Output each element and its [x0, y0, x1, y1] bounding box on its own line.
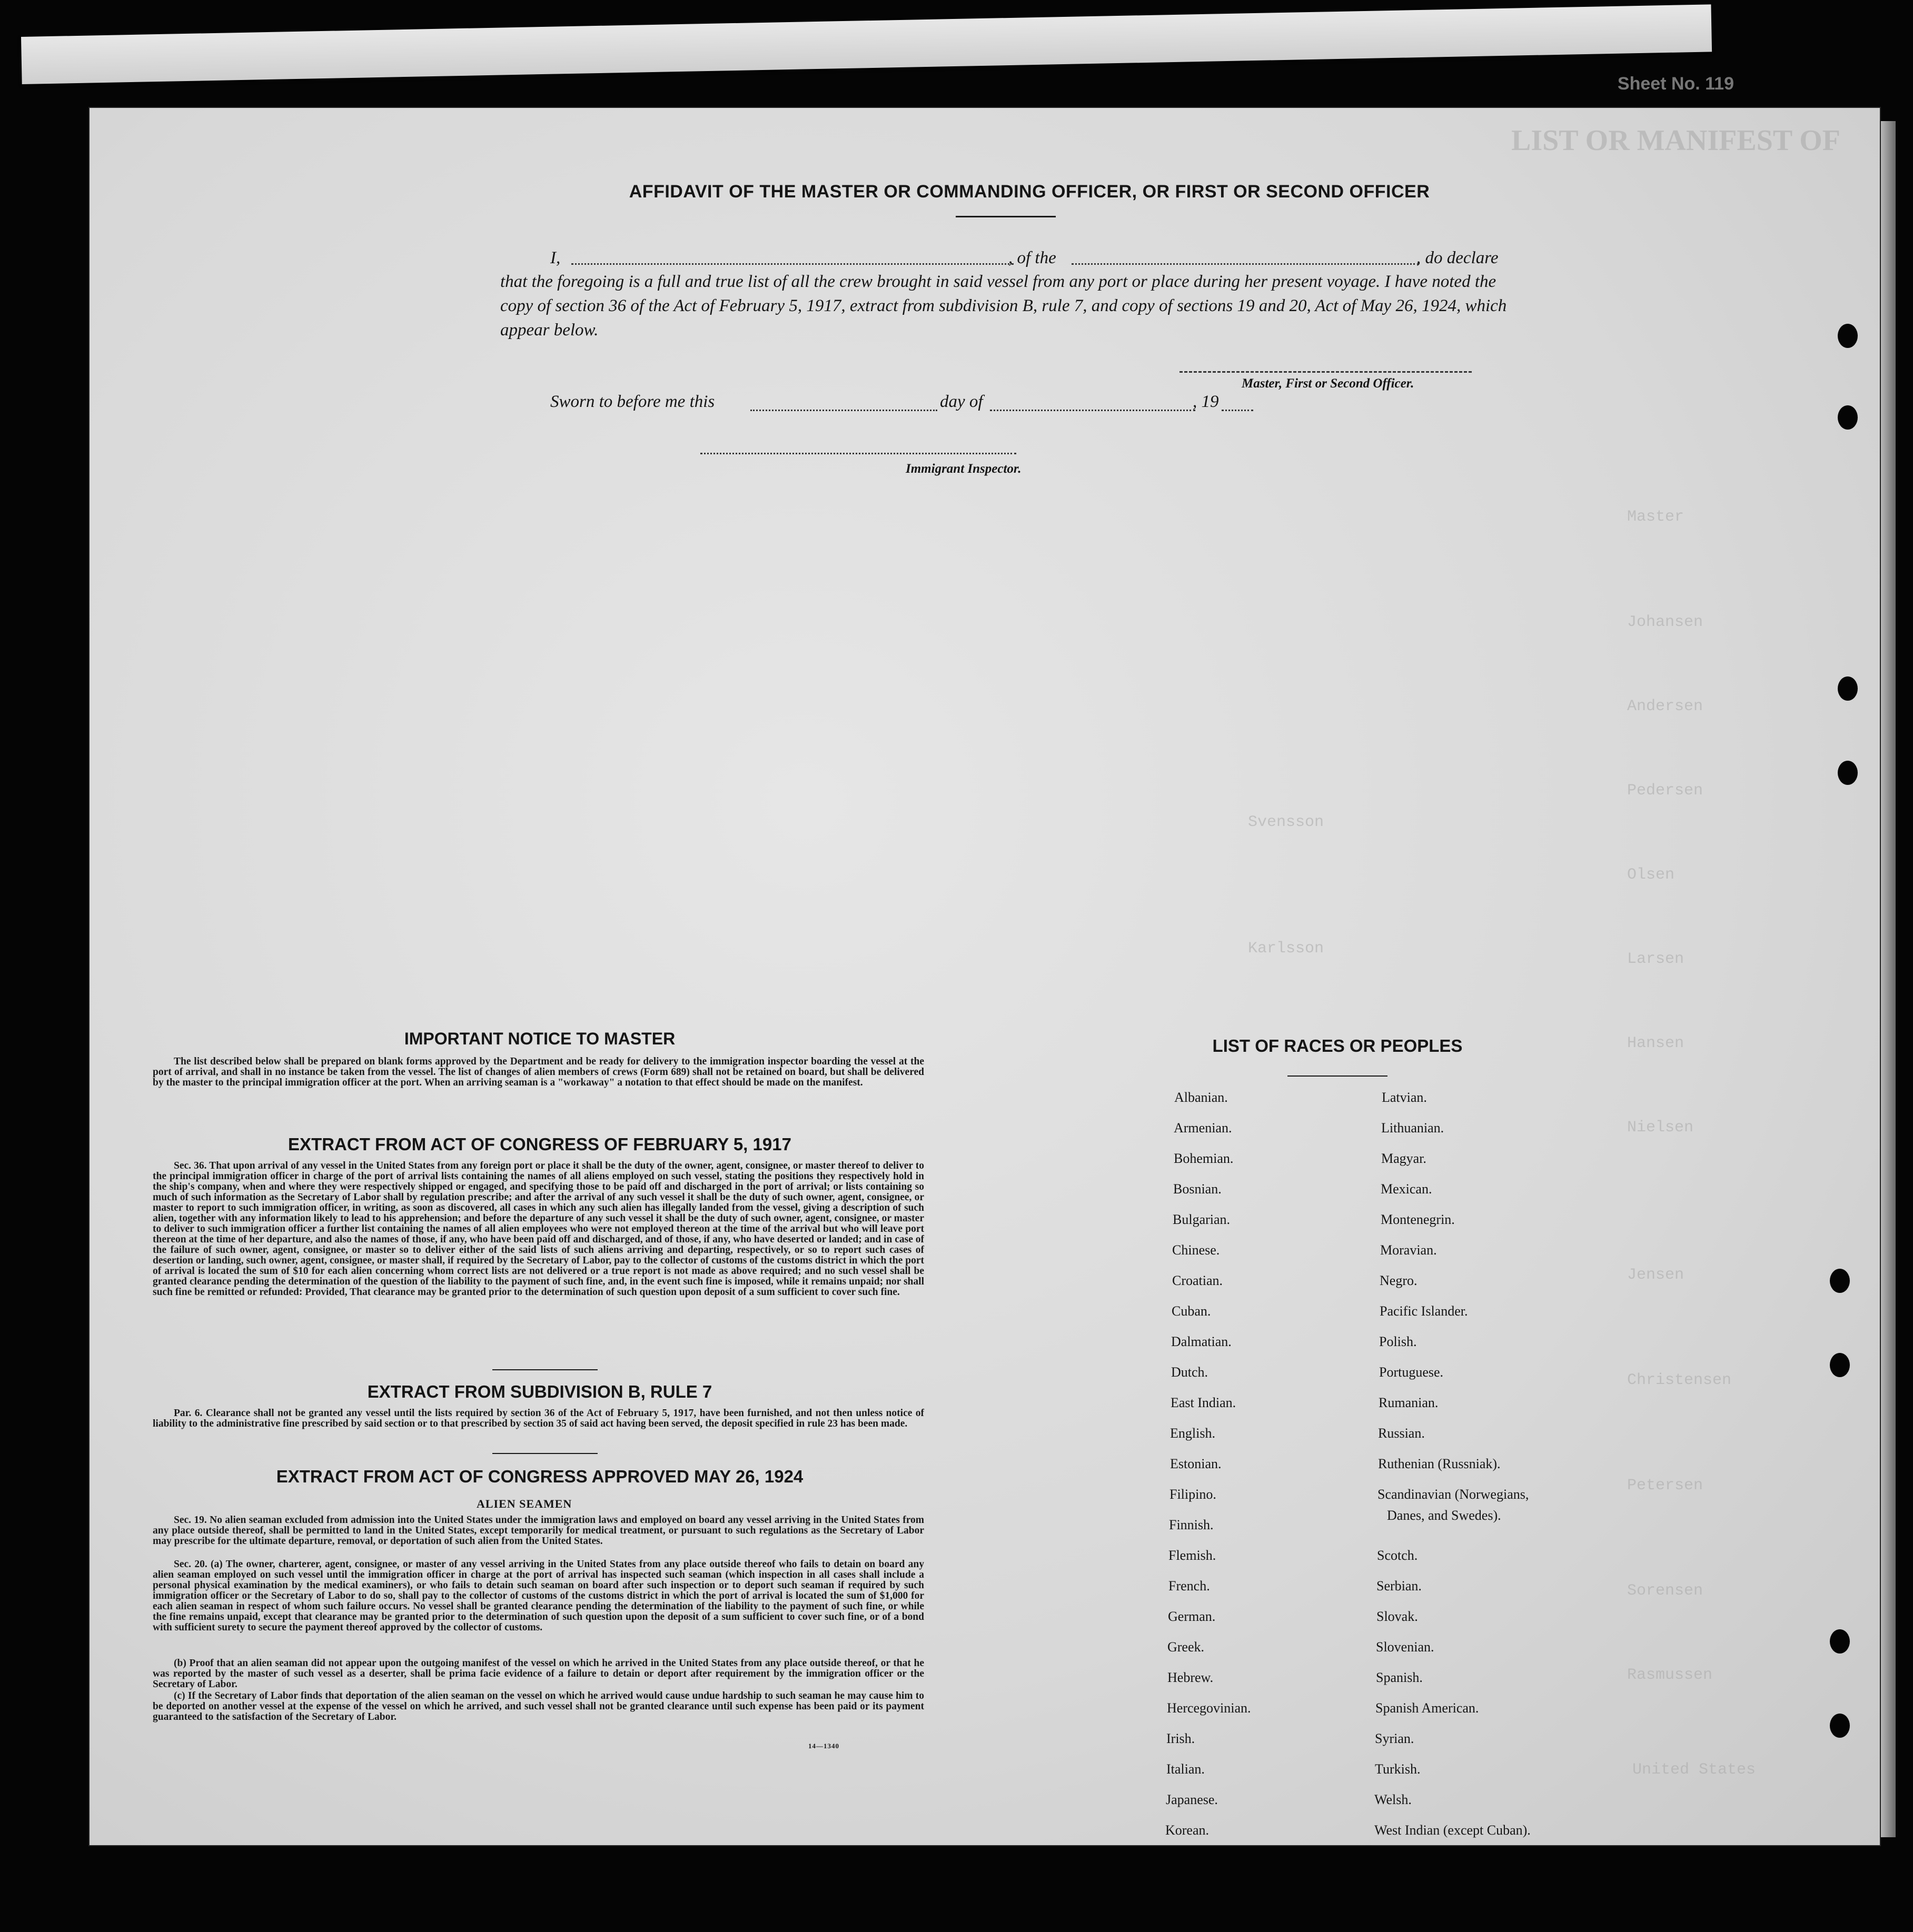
photographed-page-edge-strip: [21, 4, 1712, 84]
show-through-word: Nielsen: [1627, 1119, 1694, 1137]
affidavit-title: AFFIDAVIT OF THE MASTER OR COMMANDING OFFICER, OR FIRST OR SECOND OFFICER: [629, 182, 1430, 202]
show-through-word: Johansen: [1627, 613, 1703, 631]
race-item: Syrian.: [1375, 1731, 1414, 1746]
inspector-label: Immigrant Inspector.: [906, 462, 1022, 476]
race-item: Montenegrin.: [1381, 1212, 1455, 1227]
race-item: Greek.: [1167, 1639, 1205, 1655]
race-item: Filipino.: [1169, 1487, 1216, 1502]
race-item: Negro.: [1380, 1273, 1418, 1288]
race-item: Albanian.: [1174, 1090, 1228, 1105]
vessel-name-blank[interactable]: [1072, 263, 1419, 265]
affidavit-declare: , do declare: [1416, 248, 1499, 267]
show-through-word: Hansen: [1627, 1034, 1684, 1052]
race-item: Scandinavian (Norwegians,: [1377, 1487, 1529, 1502]
race-item: Spanish American.: [1375, 1700, 1479, 1716]
show-through-word: Sorensen: [1627, 1582, 1703, 1600]
form-number: 14—1340: [808, 1742, 839, 1750]
sworn-day-of: day of: [940, 392, 983, 411]
punch-hole: [1830, 1353, 1850, 1377]
notice-title: IMPORTANT NOTICE TO MASTER: [404, 1029, 676, 1048]
notice-text: The list described below shall be prepared on blank forms approved by the Department and be ready for delivery to the immigration inspector boarding the vessel at the port of arrival, and shall in no instance be taken from the vessel. The list of changes of alien members of crews (Form 689) shall not be retained on board, but shall be delivered by the master to the principal immigration officer at the port. When an arriving seaman is a "workaway" a notation to that effect should be made on the manifest.: [153, 1056, 924, 1088]
races-title-rule: [1287, 1075, 1387, 1077]
sworn-prefix: Sworn to before me this: [550, 392, 715, 411]
extract-1924-sec20b: (b) Proof that an alien seaman did not appear upon the outgoing manifest of the vessel on which he arrived in the United States from any place outside thereof, or that he was reported by the master of such vessel as a deserter, shall be prima facie evidence of a failure to detain or deport after requirement by the immigration officer or the Secretary of Labor.: [153, 1658, 924, 1690]
show-through-word: Larsen: [1627, 950, 1684, 968]
race-item: Ruthenian (Russniak).: [1378, 1456, 1501, 1471]
alien-seamen-subtitle: ALIEN SEAMEN: [477, 1497, 572, 1510]
extract-1924-sec20a: Sec. 20. (a) The owner, charterer, agent, consignee, or master of any vessel arriving in the United States from any place outside thereof who fails to detain on board any alien seaman employed on such vessel until the immigration officer in charge at the port of arrival has inspected such seaman (which inspection in all cases shall include a personal physical examination by the medical examiners), or who fails to detain such seaman on board after such inspection or to deport such seaman if required by such immigration officer or the Secretary of Labor to do so, shall pay to the collector of customs of the customs district in which the port of arrival is located the sum of $1,000 for each alien seaman in respect of whom such failure occurs. No vessel shall be granted clearance pending the determination of the liability to the payment of such fine, or while the fine remains unpaid, except that clearance may be granted prior to the determination of such question upon the deposit of a sum sufficient to cover such fine, or of a bond with sufficient surety to secure the payment thereof approved by the collector of customs.: [153, 1559, 924, 1633]
races-title: LIST OF RACES OR PEOPLES: [1212, 1036, 1463, 1055]
extract-rule7-title: EXTRACT FROM SUBDIVISION B, RULE 7: [367, 1382, 712, 1401]
race-item: French.: [1168, 1578, 1210, 1594]
race-item: Rumanian.: [1379, 1395, 1439, 1410]
race-item: Korean.: [1165, 1823, 1210, 1838]
race-item: Scotch.: [1377, 1548, 1418, 1563]
show-through-word: Jensen: [1627, 1266, 1684, 1284]
punch-hole: [1838, 676, 1858, 701]
sheet-number: Sheet No. 119: [1617, 74, 1734, 94]
race-item: Hebrew.: [1167, 1670, 1214, 1685]
race-item: Croatian.: [1172, 1273, 1223, 1288]
race-item: Dutch.: [1171, 1365, 1208, 1380]
race-item: German.: [1168, 1609, 1216, 1624]
master-signature-line[interactable]: [1179, 371, 1472, 373]
race-item: Turkish.: [1375, 1761, 1421, 1777]
master-name-blank[interactable]: [571, 263, 1014, 265]
affidavit-of-the: , of the: [1008, 248, 1056, 267]
race-item: Magyar.: [1381, 1151, 1426, 1166]
show-through-word: Svensson: [1248, 813, 1324, 831]
punch-hole: [1838, 324, 1858, 348]
punch-hole: [1830, 1629, 1850, 1654]
race-item: Polish.: [1379, 1334, 1417, 1349]
show-through-heading: LIST OR MANIFEST OF: [1511, 124, 1840, 157]
race-item: Latvian.: [1382, 1090, 1427, 1105]
show-through-word: Karlsson: [1248, 940, 1324, 958]
show-through-word: Master: [1627, 508, 1684, 526]
race-item: Bulgarian.: [1173, 1212, 1231, 1227]
race-item: Slovak.: [1376, 1609, 1418, 1624]
extract-rule7-text: Par. 6. Clearance shall not be granted any vessel until the lists required by section 36 of the Act of February 5, 1917, have been furnished, and not then unless notice of liability to the administrative fine prescribed by said section or to that prescribed by section 35 of said act having been served, the deposit specified in rule 23 has been made.: [153, 1408, 924, 1429]
race-item: Chinese.: [1172, 1242, 1220, 1258]
race-item: East Indian.: [1171, 1395, 1236, 1410]
race-scandinavian-continued: Danes, and Swedes).: [1387, 1508, 1501, 1523]
section-rule: [492, 1369, 598, 1370]
inspector-signature-line[interactable]: [700, 453, 1016, 454]
race-item: Mexican.: [1381, 1181, 1432, 1197]
race-item: Irish.: [1166, 1731, 1195, 1746]
race-item: Bosnian.: [1173, 1181, 1222, 1197]
extract-1924-sec20c: (c) If the Secretary of Labor finds that deportation of the alien seaman on the vessel on which he arrived would cause undue hardship to such seaman he may cause him to be deported on another vessel at the expense of the vessel on which he arrived, and such vessel shall not be granted clearance until such expense has been paid or its payment guaranteed to the satisfaction of the Secretary of Labor.: [153, 1690, 924, 1722]
show-through-word: Rasmussen: [1627, 1666, 1713, 1684]
race-item: Moravian.: [1380, 1242, 1437, 1258]
affidavit-i: I,: [550, 248, 561, 267]
race-item: Flemish.: [1168, 1548, 1216, 1563]
race-item: Pacific Islander.: [1380, 1303, 1468, 1319]
race-item: Finnish.: [1169, 1517, 1214, 1532]
race-item: Estonian.: [1170, 1456, 1222, 1471]
punch-hole: [1838, 405, 1858, 430]
show-through-word: Olsen: [1627, 866, 1675, 884]
race-item: Japanese.: [1166, 1792, 1218, 1807]
sworn-month-blank[interactable]: [990, 410, 1195, 411]
show-through-word: United States: [1632, 1761, 1756, 1779]
race-item: Hercegovinian.: [1167, 1700, 1251, 1716]
race-item: English.: [1170, 1426, 1215, 1441]
race-item: Spanish.: [1376, 1670, 1423, 1685]
show-through-word: Petersen: [1627, 1477, 1703, 1495]
race-item: Slovenian.: [1376, 1639, 1434, 1655]
race-item: Cuban.: [1172, 1303, 1211, 1319]
race-item: Russian.: [1378, 1426, 1425, 1441]
punch-hole: [1838, 761, 1858, 785]
race-item: Serbian.: [1376, 1578, 1422, 1594]
race-item: Bohemian.: [1174, 1151, 1234, 1166]
extract-1924-title: EXTRACT FROM ACT OF CONGRESS APPROVED MAY 26, 1924: [276, 1467, 804, 1486]
race-item: Italian.: [1166, 1761, 1205, 1777]
title-rule: [956, 216, 1056, 217]
sworn-day-blank[interactable]: [750, 410, 937, 411]
page-right-edge: [1880, 121, 1896, 1837]
sworn-year-blank[interactable]: [1222, 410, 1253, 411]
race-item: Welsh.: [1374, 1792, 1412, 1807]
section-rule: [492, 1453, 598, 1454]
race-item: Portuguese.: [1379, 1365, 1444, 1380]
race-item: Dalmatian.: [1171, 1334, 1232, 1349]
punch-hole: [1830, 1269, 1850, 1293]
show-through-word: Pedersen: [1627, 782, 1703, 800]
extract-1924-sec19: Sec. 19. No alien seaman excluded from admission into the United States under the immigration laws and employed on board any vessel arriving in the United States from any place outside thereof, shall be permitted to land in the United States, except temporarily for medical treatment, or pursuant to such regulations as the Secretary of Labor may prescribe for the ultimate departure, removal, or deportation of such alien from the United States.: [153, 1515, 924, 1547]
sworn-year: , 19: [1193, 392, 1219, 411]
race-item: Lithuanian.: [1381, 1120, 1444, 1136]
punch-hole: [1830, 1714, 1850, 1738]
show-through-word: Andersen: [1627, 698, 1703, 715]
race-item: Armenian.: [1174, 1120, 1232, 1136]
extract-1917-title: EXTRACT FROM ACT OF CONGRESS OF FEBRUARY 5, 1917: [288, 1134, 791, 1154]
extract-1917-text: Sec. 36. That upon arrival of any vessel in the United States from any foreign port or place it shall be the duty of the owner, agent, consignee, or master thereof to deliver to the principal immigration officer in charge of the port of arrival lists containing the names of all aliens employed on such vessel, stating the positions they respectively hold in the ship's company, when and where they were respectively shipped or engaged, and specifying those to be paid off and discharged in the port of arrival; or lists containing so much of such information as the Secretary of Labor shall by regulation prescribe; and after the arrival of any such vessel it shall be the duty of such owner, agent, consignee, or master to report to such immigration officer, in writing, as soon as discovered, all cases in which any such alien has illegally landed from the vessel, giving a description of such alien, together with any information likely to lead to his apprehension; and before the departure of any such vessel it shall be the duty of such owner, agent, consignee, or master to deliver to such immigration officer a further list containing the names of all alien employees who were not employed thereon at the time of the arrival but who will leave port thereon at the time of her departure, and also the names of those, if any, who have been paid off and discharged, and of those, if any, who have deserted or landed; and in case of the failure of such owner, agent, consignee, or master so to deliver either of the said lists of such aliens arriving and departing, respectively, or so to report such cases of desertion or landing, such owner, agent, consignee, or master shall, if required by the Secretary of Labor, pay to the collector of customs of the customs district in which the port of arrival is located the sum of $10 for each alien concerning whom correct lists are not delivered or a true report is not made as above required; and no such vessel shall be granted clearance pending the determination of the question of the liability to the payment of such fine, and, in the event such fine is imposed, while it remains unpaid; nor shall such fine be remitted or refunded: Provided, That clearance may be granted prior to the determination of such question upon deposit of a sum sufficient to cover such fine.: [153, 1160, 924, 1298]
master-signature-label: Master, First or Second Officer.: [1242, 376, 1414, 391]
show-through-word: Christensen: [1627, 1371, 1732, 1389]
affidavit-body: that the foregoing is a full and true list of all the crew brought in said vessel from any port or place during her present voyage. I have noted the copy of section 36 of the Act of February 5, 1917, extract from subdivision B, rule 7, and copy of sections 19 and 20, Act of May 26, 1924, which appear below.: [500, 272, 1507, 340]
race-item: West Indian (except Cuban).: [1374, 1823, 1531, 1838]
